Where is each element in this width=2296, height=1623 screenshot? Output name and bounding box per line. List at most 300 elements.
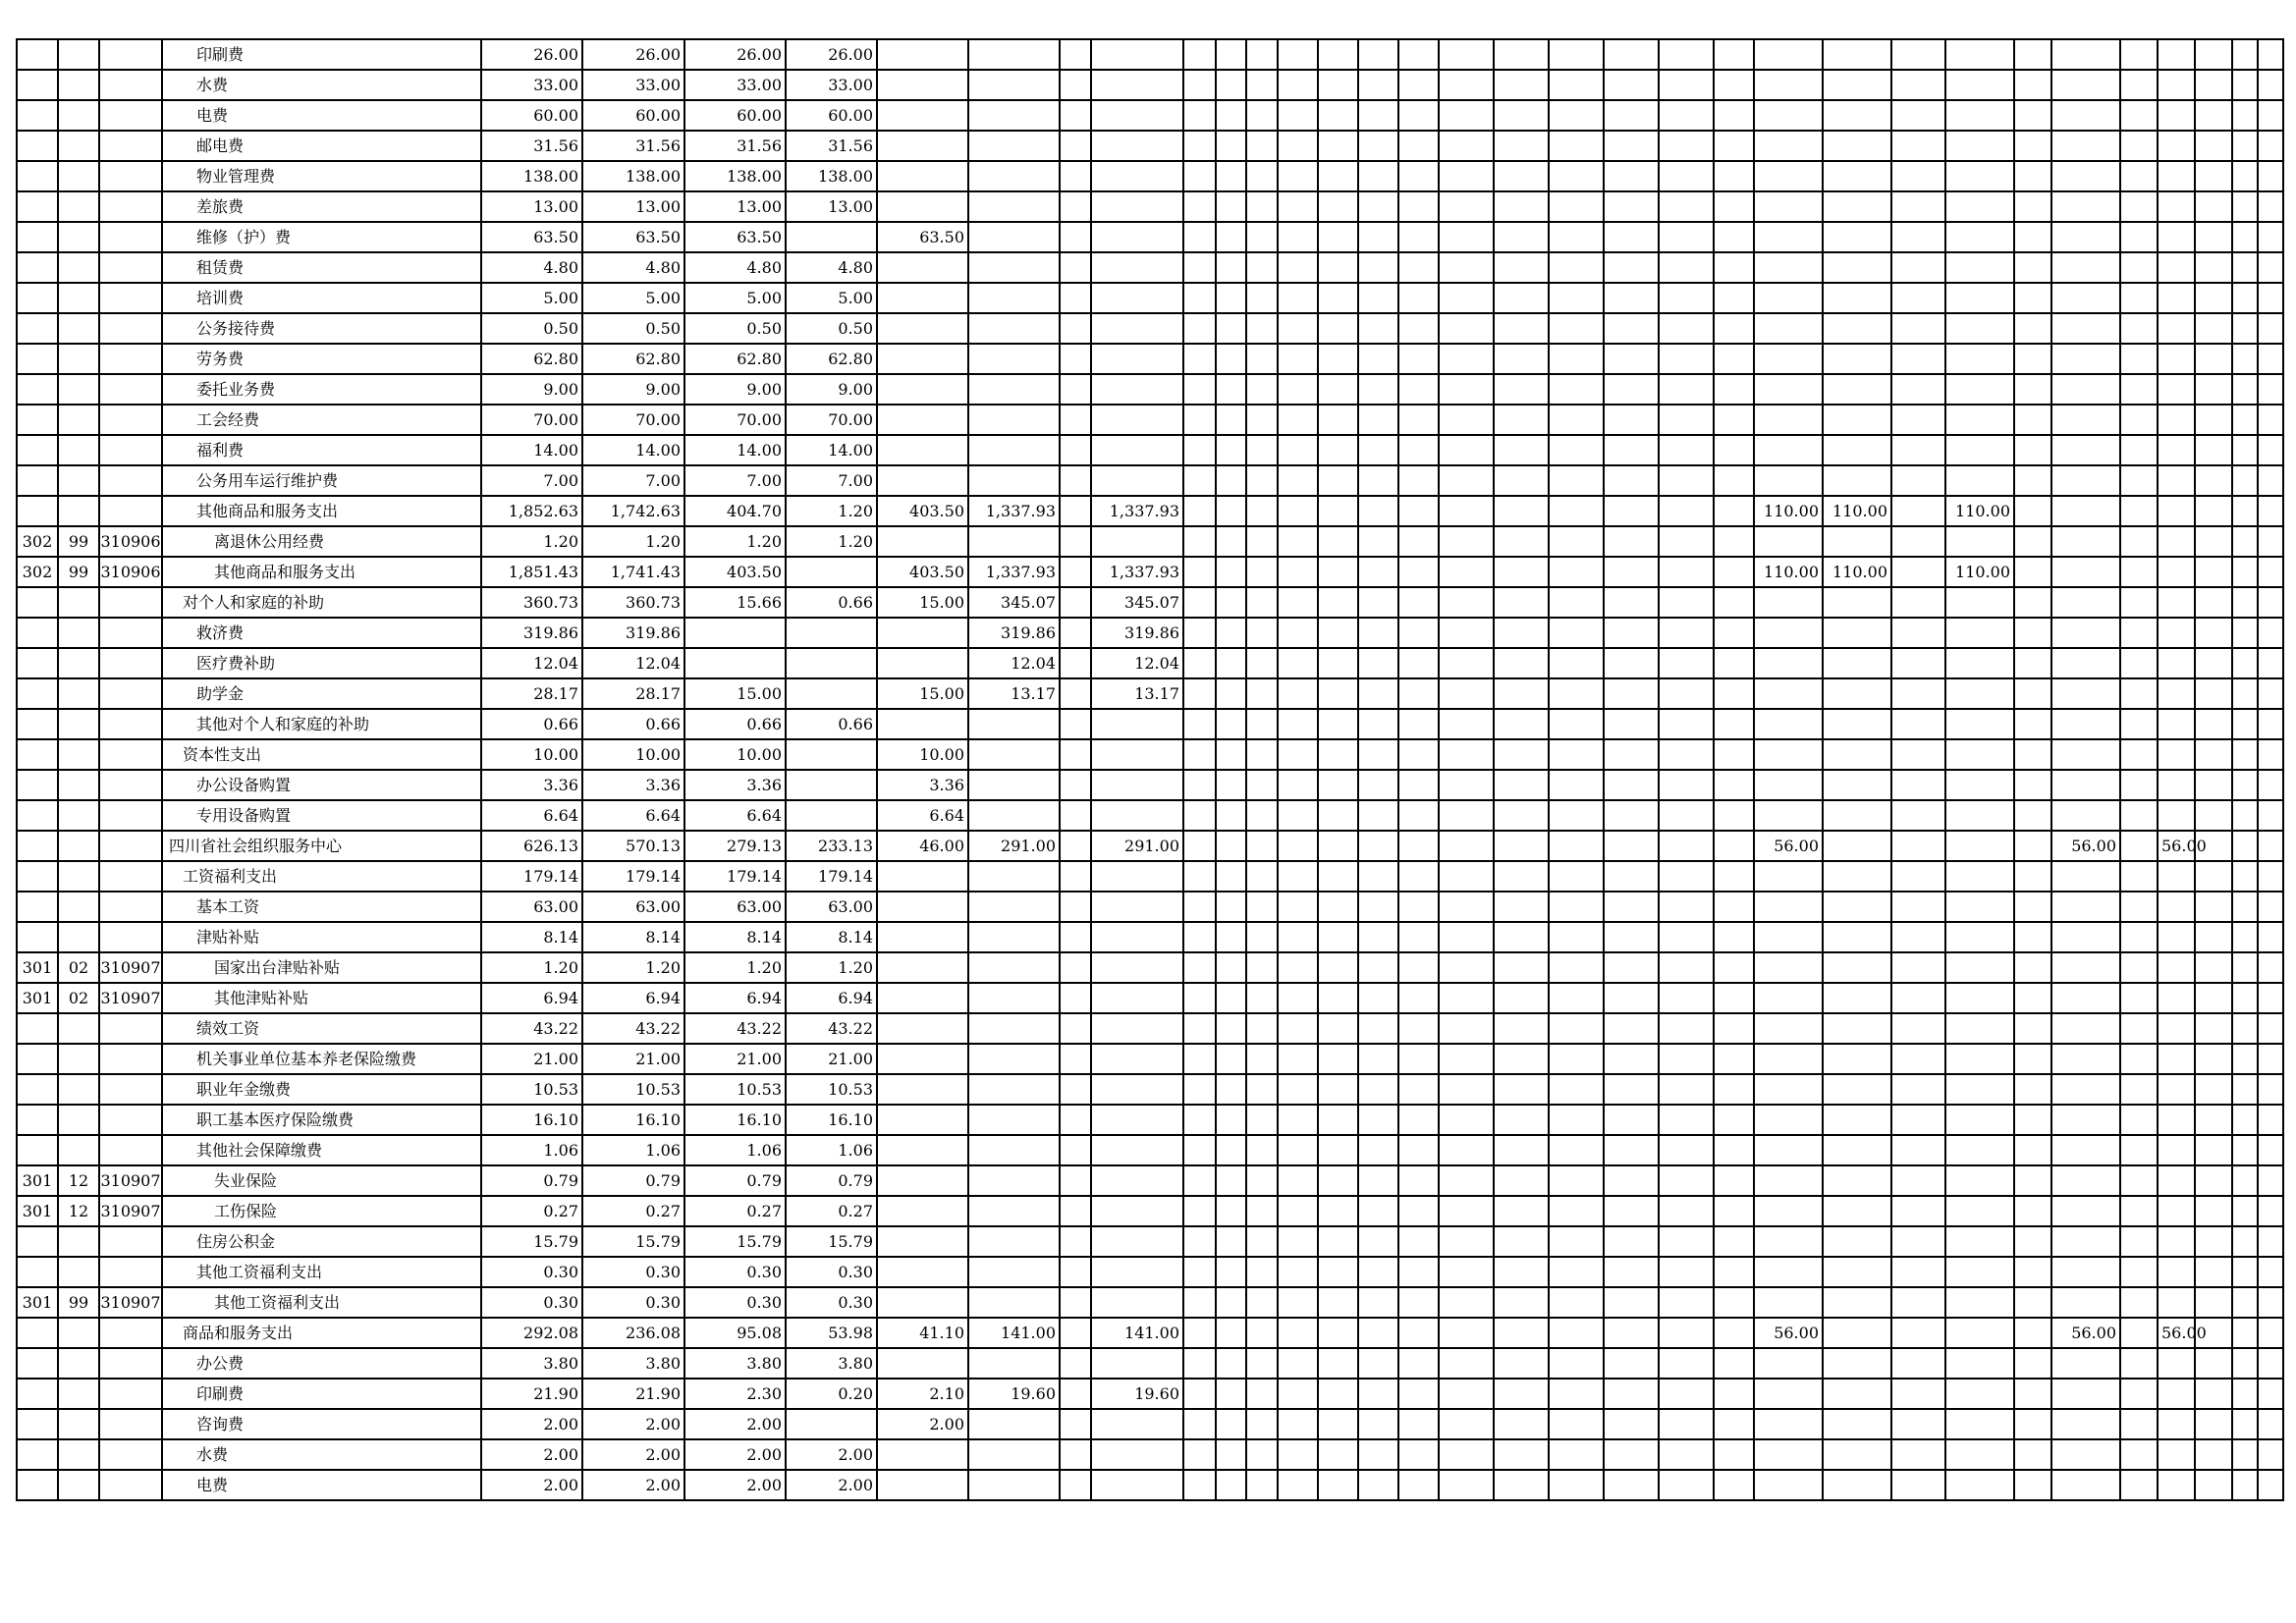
amount-cell: 62.80 xyxy=(582,344,684,374)
empty-cell xyxy=(1891,892,1945,922)
amount-cell: 26.00 xyxy=(582,39,684,70)
amount-cell xyxy=(1754,100,1823,131)
empty-cell xyxy=(2120,1013,2158,1044)
empty-cell xyxy=(1714,465,1754,496)
amount-cell xyxy=(2158,1165,2195,1196)
amount-cell: 62.80 xyxy=(481,344,582,374)
amount-cell: 291.00 xyxy=(1091,831,1183,861)
empty-cell xyxy=(2232,1196,2258,1226)
empty-cell xyxy=(2195,1105,2232,1135)
table-row xyxy=(17,587,2283,618)
amount-cell xyxy=(1091,344,1183,374)
empty-cell xyxy=(1398,587,1439,618)
empty-cell xyxy=(2120,587,2158,618)
empty-cell xyxy=(2014,770,2051,800)
item-name-cell: 水费 xyxy=(162,70,481,100)
empty-cell xyxy=(2195,39,2232,70)
unit-code-cell xyxy=(99,131,162,161)
amount-cell xyxy=(1754,344,1823,374)
amount-cell xyxy=(684,618,786,648)
empty-cell xyxy=(1358,39,1398,70)
empty-cell xyxy=(2195,618,2232,648)
amount-cell xyxy=(2051,1105,2120,1135)
amount-cell xyxy=(877,1044,968,1074)
empty-cell xyxy=(1318,1287,1358,1318)
amount-cell xyxy=(877,922,968,952)
unit-code-cell xyxy=(99,496,162,526)
amount-cell: 6.94 xyxy=(786,983,877,1013)
empty-cell xyxy=(1246,313,1278,344)
amount-cell xyxy=(1060,526,1091,557)
amount-cell: 1,741.43 xyxy=(582,557,684,587)
empty-cell xyxy=(1549,526,1604,557)
item-name-cell: 失业保险 xyxy=(162,1165,481,1196)
empty-cell xyxy=(2232,648,2258,678)
empty-cell xyxy=(1216,678,1246,709)
item-code-cell xyxy=(58,313,99,344)
empty-cell xyxy=(1549,1013,1604,1044)
table-row xyxy=(17,1074,2283,1105)
amount-cell xyxy=(2158,405,2195,435)
amount-cell xyxy=(2051,618,2120,648)
amount-cell xyxy=(1060,1409,1091,1439)
class-code-cell xyxy=(17,1379,58,1409)
empty-cell xyxy=(1278,922,1318,952)
empty-cell xyxy=(2014,191,2051,222)
empty-cell xyxy=(1318,405,1358,435)
class-code-cell xyxy=(17,70,58,100)
item-code-cell: 12 xyxy=(58,1165,99,1196)
empty-cell xyxy=(1358,70,1398,100)
amount-cell: 53.98 xyxy=(786,1318,877,1348)
empty-cell xyxy=(1549,1135,1604,1165)
table-row xyxy=(17,1013,2283,1044)
amount-cell: 345.07 xyxy=(968,587,1060,618)
item-code-cell xyxy=(58,1135,99,1165)
amount-cell xyxy=(1060,313,1091,344)
item-name-cell: 电费 xyxy=(162,1470,481,1500)
empty-cell xyxy=(1318,770,1358,800)
amount-cell xyxy=(1060,1348,1091,1379)
amount-cell xyxy=(968,161,1060,191)
amount-cell xyxy=(968,1348,1060,1379)
empty-cell xyxy=(1278,465,1318,496)
amount-cell xyxy=(1091,709,1183,739)
amount-cell xyxy=(2051,861,2120,892)
amount-cell xyxy=(1823,70,1891,100)
amount-cell: 21.00 xyxy=(582,1044,684,1074)
empty-cell xyxy=(1494,161,1549,191)
empty-cell xyxy=(1549,39,1604,70)
empty-cell xyxy=(1891,1439,1945,1470)
empty-cell xyxy=(2258,1439,2283,1470)
amount-cell: 1.06 xyxy=(684,1135,786,1165)
amount-cell xyxy=(1823,405,1891,435)
empty-cell xyxy=(2232,1226,2258,1257)
empty-cell xyxy=(1358,1470,1398,1500)
amount-cell xyxy=(2158,283,2195,313)
empty-cell xyxy=(1549,1379,1604,1409)
amount-cell xyxy=(1060,1013,1091,1044)
empty-cell xyxy=(1494,1226,1549,1257)
empty-cell xyxy=(1246,709,1278,739)
unit-code-cell: 310907 xyxy=(99,952,162,983)
empty-cell xyxy=(1216,252,1246,283)
amount-cell: 70.00 xyxy=(481,405,582,435)
amount-cell: 8.14 xyxy=(481,922,582,952)
empty-cell xyxy=(1891,252,1945,283)
amount-cell: 319.86 xyxy=(1091,618,1183,648)
item-code-cell xyxy=(58,800,99,831)
amount-cell xyxy=(1060,831,1091,861)
empty-cell xyxy=(1494,618,1549,648)
unit-code-cell xyxy=(99,831,162,861)
unit-code-cell xyxy=(99,1257,162,1287)
table-row xyxy=(17,1287,2283,1318)
amount-cell xyxy=(2158,1226,2195,1257)
amount-cell xyxy=(1060,618,1091,648)
empty-cell xyxy=(1278,1409,1318,1439)
empty-cell xyxy=(2195,1257,2232,1287)
empty-cell xyxy=(1318,800,1358,831)
empty-cell xyxy=(2232,800,2258,831)
amount-cell xyxy=(1823,1165,1891,1196)
amount-cell: 7.00 xyxy=(582,465,684,496)
empty-cell xyxy=(2258,1013,2283,1044)
empty-cell xyxy=(1398,1470,1439,1500)
empty-cell xyxy=(2195,1074,2232,1105)
table-row xyxy=(17,1379,2283,1409)
amount-cell xyxy=(877,1348,968,1379)
empty-cell xyxy=(2014,983,2051,1013)
empty-cell xyxy=(1278,618,1318,648)
empty-cell xyxy=(1183,313,1216,344)
amount-cell xyxy=(2051,709,2120,739)
amount-cell: 0.27 xyxy=(684,1196,786,1226)
empty-cell xyxy=(1604,739,1659,770)
empty-cell xyxy=(1278,344,1318,374)
amount-cell xyxy=(2051,587,2120,618)
empty-cell xyxy=(1318,526,1358,557)
amount-cell xyxy=(1945,191,2014,222)
empty-cell xyxy=(1714,922,1754,952)
empty-cell xyxy=(2195,526,2232,557)
amount-cell: 0.66 xyxy=(481,709,582,739)
amount-cell xyxy=(2051,922,2120,952)
amount-cell: 10.53 xyxy=(582,1074,684,1105)
empty-cell xyxy=(1278,1135,1318,1165)
amount-cell xyxy=(1060,496,1091,526)
amount-cell: 0.66 xyxy=(684,709,786,739)
amount-cell xyxy=(2158,1135,2195,1165)
unit-code-cell xyxy=(99,1044,162,1074)
empty-cell xyxy=(1891,1470,1945,1500)
empty-cell xyxy=(1439,648,1494,678)
empty-cell xyxy=(1549,1226,1604,1257)
amount-cell xyxy=(2051,496,2120,526)
empty-cell xyxy=(1891,1165,1945,1196)
empty-cell xyxy=(1183,1135,1216,1165)
empty-cell xyxy=(1439,739,1494,770)
table-row xyxy=(17,983,2283,1013)
empty-cell xyxy=(1358,100,1398,131)
empty-cell xyxy=(1216,557,1246,587)
table-row xyxy=(17,557,2283,587)
amount-cell: 14.00 xyxy=(582,435,684,465)
amount-cell: 15.79 xyxy=(786,1226,877,1257)
empty-cell xyxy=(2258,709,2283,739)
empty-cell xyxy=(1246,770,1278,800)
amount-cell xyxy=(2158,800,2195,831)
table-row xyxy=(17,1135,2283,1165)
empty-cell xyxy=(2120,800,2158,831)
amount-cell xyxy=(968,1135,1060,1165)
empty-cell xyxy=(2232,161,2258,191)
item-name-cell: 其他社会保障缴费 xyxy=(162,1135,481,1165)
empty-cell xyxy=(1714,1439,1754,1470)
empty-cell xyxy=(1398,222,1439,252)
amount-cell: 21.00 xyxy=(481,1044,582,1074)
empty-cell xyxy=(1183,709,1216,739)
class-code-cell xyxy=(17,1135,58,1165)
amount-cell xyxy=(1945,1257,2014,1287)
empty-cell xyxy=(1278,1348,1318,1379)
empty-cell xyxy=(2195,100,2232,131)
empty-cell xyxy=(1891,283,1945,313)
empty-cell xyxy=(2232,1165,2258,1196)
amount-cell xyxy=(1823,526,1891,557)
empty-cell xyxy=(1604,952,1659,983)
empty-cell xyxy=(1358,1318,1398,1348)
empty-cell xyxy=(2120,1226,2158,1257)
unit-code-cell xyxy=(99,1013,162,1044)
table-row xyxy=(17,800,2283,831)
empty-cell xyxy=(1246,983,1278,1013)
empty-cell xyxy=(1358,831,1398,861)
amount-cell: 110.00 xyxy=(1754,496,1823,526)
amount-cell: 63.50 xyxy=(481,222,582,252)
amount-cell: 9.00 xyxy=(786,374,877,405)
empty-cell xyxy=(1398,1379,1439,1409)
table-row xyxy=(17,1165,2283,1196)
amount-cell xyxy=(2051,1165,2120,1196)
table-row xyxy=(17,831,2283,861)
amount-cell xyxy=(1754,1105,1823,1135)
amount-cell xyxy=(1754,587,1823,618)
empty-cell xyxy=(1439,1318,1494,1348)
amount-cell xyxy=(1091,526,1183,557)
amount-cell xyxy=(1091,892,1183,922)
empty-cell xyxy=(1183,222,1216,252)
amount-cell: 19.60 xyxy=(1091,1379,1183,1409)
empty-cell xyxy=(2195,313,2232,344)
class-code-cell xyxy=(17,222,58,252)
empty-cell xyxy=(1659,1409,1714,1439)
amount-cell: 0.27 xyxy=(582,1196,684,1226)
empty-cell xyxy=(1891,161,1945,191)
empty-cell xyxy=(1398,1074,1439,1105)
item-code-cell xyxy=(58,344,99,374)
empty-cell xyxy=(2120,1439,2158,1470)
empty-cell xyxy=(1183,283,1216,313)
amount-cell xyxy=(2158,1287,2195,1318)
empty-cell xyxy=(1891,1044,1945,1074)
empty-cell xyxy=(1183,648,1216,678)
empty-cell xyxy=(1439,892,1494,922)
unit-code-cell xyxy=(99,739,162,770)
empty-cell xyxy=(2014,1287,2051,1318)
amount-cell xyxy=(1091,1257,1183,1287)
empty-cell xyxy=(1318,952,1358,983)
amount-cell xyxy=(1823,1470,1891,1500)
amount-cell: 3.80 xyxy=(481,1348,582,1379)
empty-cell xyxy=(1183,1105,1216,1135)
empty-cell xyxy=(1398,405,1439,435)
empty-cell xyxy=(1604,283,1659,313)
empty-cell xyxy=(1216,1318,1246,1348)
amount-cell xyxy=(877,1470,968,1500)
amount-cell: 0.30 xyxy=(582,1257,684,1287)
empty-cell xyxy=(1494,739,1549,770)
empty-cell xyxy=(1358,435,1398,465)
empty-cell xyxy=(1659,161,1714,191)
class-code-cell xyxy=(17,374,58,405)
empty-cell xyxy=(2232,831,2258,861)
item-name-cell: 职业年金缴费 xyxy=(162,1074,481,1105)
empty-cell xyxy=(2232,100,2258,131)
amount-cell: 138.00 xyxy=(684,161,786,191)
empty-cell xyxy=(2014,587,2051,618)
empty-cell xyxy=(1439,709,1494,739)
amount-cell xyxy=(1823,739,1891,770)
empty-cell xyxy=(1659,252,1714,283)
amount-cell: 403.50 xyxy=(877,496,968,526)
amount-cell: 2.00 xyxy=(786,1470,877,1500)
class-code-cell xyxy=(17,496,58,526)
empty-cell xyxy=(1891,739,1945,770)
empty-cell xyxy=(2014,1165,2051,1196)
empty-cell xyxy=(1216,283,1246,313)
amount-cell xyxy=(1945,252,2014,283)
empty-cell xyxy=(1659,344,1714,374)
empty-cell xyxy=(1659,465,1714,496)
unit-code-cell: 310906 xyxy=(99,526,162,557)
amount-cell: 46.00 xyxy=(877,831,968,861)
empty-cell xyxy=(1318,831,1358,861)
empty-cell xyxy=(1278,435,1318,465)
amount-cell: 5.00 xyxy=(786,283,877,313)
empty-cell xyxy=(1714,161,1754,191)
amount-cell xyxy=(1945,800,2014,831)
amount-cell xyxy=(2158,952,2195,983)
amount-cell xyxy=(968,1044,1060,1074)
empty-cell xyxy=(2014,283,2051,313)
empty-cell xyxy=(1246,526,1278,557)
class-code-cell: 301 xyxy=(17,1165,58,1196)
item-name-cell: 维修（护）费 xyxy=(162,222,481,252)
amount-cell xyxy=(1754,39,1823,70)
empty-cell xyxy=(1278,648,1318,678)
amount-cell xyxy=(2158,222,2195,252)
amount-cell xyxy=(2158,678,2195,709)
empty-cell xyxy=(1494,952,1549,983)
unit-code-cell xyxy=(99,618,162,648)
empty-cell xyxy=(1183,587,1216,618)
amount-cell xyxy=(968,1196,1060,1226)
empty-cell xyxy=(2014,800,2051,831)
amount-cell xyxy=(2051,161,2120,191)
amount-cell xyxy=(1060,861,1091,892)
empty-cell xyxy=(1216,1257,1246,1287)
empty-cell xyxy=(1494,70,1549,100)
empty-cell xyxy=(2120,496,2158,526)
unit-code-cell xyxy=(99,709,162,739)
amount-cell xyxy=(1754,1439,1823,1470)
item-name-cell: 劳务费 xyxy=(162,344,481,374)
amount-cell: 319.86 xyxy=(481,618,582,648)
class-code-cell xyxy=(17,100,58,131)
class-code-cell xyxy=(17,161,58,191)
amount-cell: 3.80 xyxy=(684,1348,786,1379)
amount-cell: 15.00 xyxy=(684,678,786,709)
item-code-cell xyxy=(58,191,99,222)
amount-cell: 1.20 xyxy=(582,526,684,557)
amount-cell xyxy=(1060,1318,1091,1348)
empty-cell xyxy=(1549,161,1604,191)
empty-cell xyxy=(2014,1044,2051,1074)
empty-cell xyxy=(1494,252,1549,283)
empty-cell xyxy=(1318,1044,1358,1074)
amount-cell: 41.10 xyxy=(877,1318,968,1348)
empty-cell xyxy=(2120,1409,2158,1439)
empty-cell xyxy=(2195,374,2232,405)
empty-cell xyxy=(1604,161,1659,191)
empty-cell xyxy=(1318,252,1358,283)
empty-cell xyxy=(2195,557,2232,587)
empty-cell xyxy=(1659,892,1714,922)
empty-cell xyxy=(1659,1013,1714,1044)
amount-cell xyxy=(1823,131,1891,161)
empty-cell xyxy=(1358,1105,1398,1135)
amount-cell: 12.04 xyxy=(968,648,1060,678)
amount-cell xyxy=(968,465,1060,496)
empty-cell xyxy=(1549,435,1604,465)
empty-cell xyxy=(1398,374,1439,405)
empty-cell xyxy=(1439,800,1494,831)
empty-cell xyxy=(2232,39,2258,70)
empty-cell xyxy=(1183,1439,1216,1470)
empty-cell xyxy=(1439,861,1494,892)
empty-cell xyxy=(1278,557,1318,587)
item-name-cell: 津贴补贴 xyxy=(162,922,481,952)
class-code-cell xyxy=(17,587,58,618)
empty-cell xyxy=(1398,1409,1439,1439)
amount-cell: 43.22 xyxy=(684,1013,786,1044)
empty-cell xyxy=(1439,1226,1494,1257)
empty-cell xyxy=(1891,709,1945,739)
amount-cell: 5.00 xyxy=(481,283,582,313)
empty-cell xyxy=(1398,1348,1439,1379)
item-name-cell: 职工基本医疗保险缴费 xyxy=(162,1105,481,1135)
amount-cell: 33.00 xyxy=(786,70,877,100)
empty-cell xyxy=(1659,1257,1714,1287)
amount-cell xyxy=(968,70,1060,100)
amount-cell xyxy=(1060,252,1091,283)
empty-cell xyxy=(2258,161,2283,191)
empty-cell xyxy=(1604,831,1659,861)
empty-cell xyxy=(1278,191,1318,222)
empty-cell xyxy=(2120,252,2158,283)
